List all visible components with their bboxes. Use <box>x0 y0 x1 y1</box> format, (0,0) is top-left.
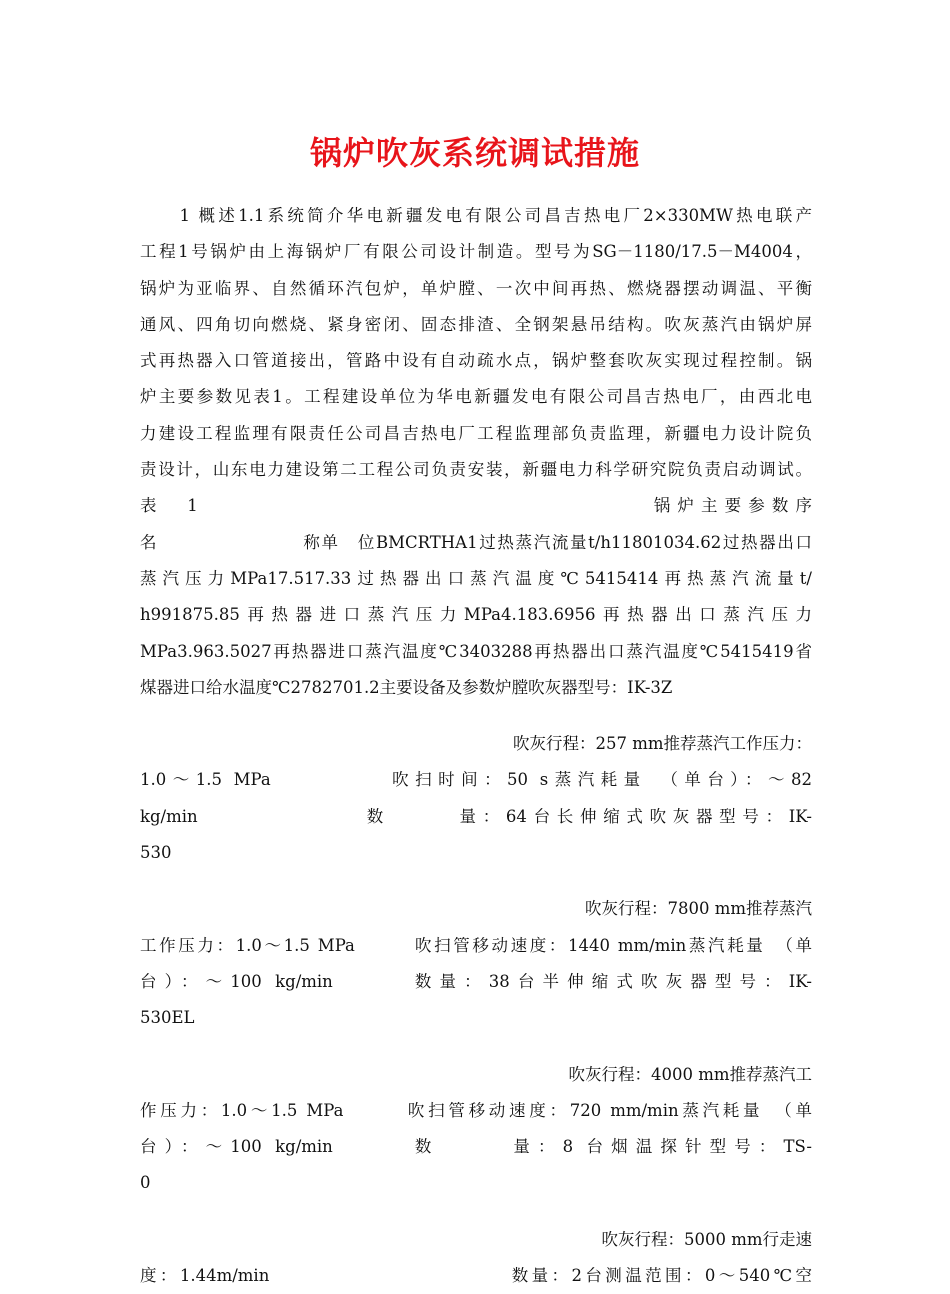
paragraph-line: 责设计，山东电力建设第二工程公司负责安装，新疆电力科学研究院负责启动调试。 <box>140 460 812 480</box>
line-gap <box>140 1037 812 1057</box>
paragraph-line: 名 称单 位BMCRTHA1过热蒸汽流量t/h11801034.62过热器出口 <box>140 532 812 552</box>
paragraph-line: 通风、四角切向燃烧、紧身密闭、固态排渣、全钢架悬吊结构。吹灰蒸汽由锅炉屏 <box>140 314 812 334</box>
paragraph-line: 吹灰行程：257 mm推荐蒸汽工作压力： <box>512 734 812 754</box>
paragraph-line: MPa3.963.5027再热器进口蒸汽温度℃3403288再热器出口蒸汽温度℃5415419省 <box>140 641 812 661</box>
paragraph-line: 工作压力：1.0～1.5 MPa 吹扫管移动速度：1440 mm/min蒸汽耗量 （单 <box>140 935 812 955</box>
paragraph-line: 工程1号锅炉由上海锅炉厂有限公司设计制造。型号为SG－1180/17.5－M4004， <box>140 242 812 262</box>
paragraph-line: 1.0～1.5 MPa 吹扫时间：50 s蒸汽耗量 （单台）：～82 <box>140 770 812 790</box>
paragraph-line: kg/min 数 量：64台长伸缩式吹灰器型号：IK- <box>140 806 812 826</box>
paragraph-line: 1 概述1.1系统简介华电新疆发电有限公司昌吉热电厂2×330MW热电联产 <box>140 206 812 225</box>
paragraph-line: 台）：～100 kg/min 数量：38台半伸缩式吹灰器型号：IK- <box>140 971 812 991</box>
line-gap <box>140 706 812 726</box>
paragraph-line: 蒸汽压力MPa17.517.33过热器出口蒸汽温度℃5415414再热蒸汽流量t/ <box>140 568 812 588</box>
line-gap <box>140 1202 812 1222</box>
line-gap <box>140 871 812 891</box>
paragraph-line: h991875.85再热器进口蒸汽压力MPa4.183.6956再热器出口蒸汽压力 <box>140 605 812 625</box>
paragraph-line: 式再热器入口管道接出，管路中设有自动疏水点，锅炉整套吹灰实现过程控制。锅 <box>140 351 812 371</box>
paragraph-line: 炉主要参数见表1。工程建设单位为华电新疆发电有限公司昌吉热电厂，由西北电 <box>140 387 812 407</box>
document-body <box>140 198 812 1294</box>
paragraph-line: 530 <box>140 843 172 863</box>
paragraph-line: 煤器进口给水温度℃2782701.2主要设备及参数炉膛吹灰器型号：IK-3Z <box>140 677 673 697</box>
paragraph-line: 力建设工程监理有限责任公司昌吉热电厂工程监理部负责监理，新疆电力设计院负 <box>140 423 812 443</box>
paragraph-line: 表 1 锅炉主要参数序 <box>140 496 812 516</box>
paragraph-line: 吹灰行程：4000 mm推荐蒸汽工 <box>568 1064 812 1084</box>
document-title: 锅炉吹灰系统调试措施 <box>309 134 640 172</box>
paragraph-line: 530EL <box>140 1008 195 1028</box>
paragraph-line: 锅炉为亚临界、自然循环汽包炉，单炉膛、一次中间再热、燃烧器摆动调温、平衡 <box>140 278 812 298</box>
paragraph-line: 0 <box>140 1173 151 1193</box>
paragraph-line: 吹灰行程：5000 mm行走速 <box>601 1229 812 1249</box>
paragraph-line: 度：1.44m/min 数量：2台测温范围：0～540℃空 <box>140 1266 812 1286</box>
paragraph-line: 台）：～100 kg/min 数 量：8 台烟温探针型号：TS- <box>140 1137 812 1157</box>
paragraph-line: 吹灰行程：7800 mm推荐蒸汽 <box>584 899 812 919</box>
paragraph-line: 作压力：1.0～1.5 MPa 吹扫管移动速度：720 mm/min蒸汽耗量 （单 <box>140 1100 812 1120</box>
